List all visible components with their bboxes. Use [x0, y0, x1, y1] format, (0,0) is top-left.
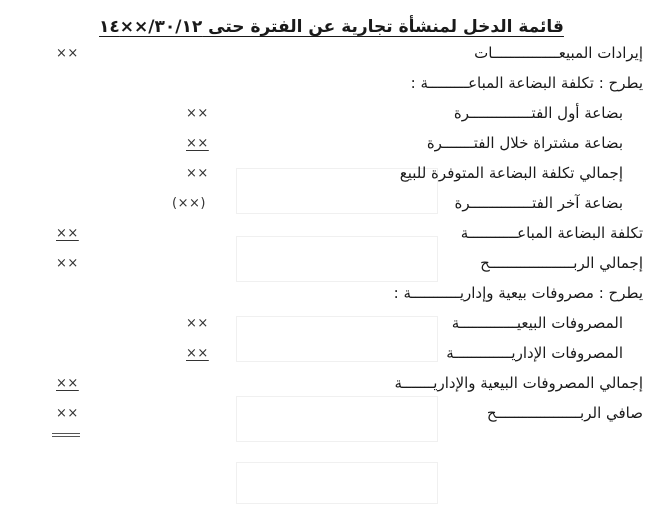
row-label: المصروفات البيعيـــــــــــــة — [451, 314, 623, 332]
row-amount: ×× — [56, 376, 79, 391]
statement-row — [0, 160, 663, 190]
statement-row — [0, 280, 663, 310]
row-label: تكلفة البضاعة المباعـــــــــــة — [460, 224, 643, 242]
row-label: بضاعة أول الفتــــــــــــــرة — [453, 104, 623, 122]
row-label: المصروفات الإداريـــــــــــــة — [446, 344, 623, 362]
statement-row — [0, 100, 663, 130]
row-amount: ×× — [56, 226, 79, 241]
statement-row — [0, 310, 663, 340]
row-amount: ×× — [186, 106, 209, 121]
statement-row — [0, 340, 663, 370]
row-amount: ×× — [186, 166, 209, 181]
row-label: إجمالي الربـــــــــــــــــــح — [480, 254, 643, 272]
statement-row — [0, 190, 663, 220]
row-amount: ×× — [186, 346, 209, 361]
row-amount: ×× — [56, 46, 79, 61]
row-label: إجمالي تكلفة البضاعة المتوفرة للبيع — [399, 164, 623, 182]
double-rule — [52, 433, 80, 434]
row-amount: ×× — [186, 316, 209, 331]
row-amount: ×× — [56, 256, 79, 271]
row-label: صافي الربـــــــــــــــــــح — [486, 404, 643, 422]
row-label: بضاعة آخر الفتــــــــــــــرة — [454, 194, 623, 212]
statement-row — [0, 220, 663, 250]
row-amount: (××) — [172, 196, 206, 211]
statement-row — [0, 250, 663, 280]
row-amount: ×× — [186, 136, 209, 151]
row-amount: ×× — [56, 406, 79, 421]
row-label: إجمالي المصروفات البيعية والإداريـــــــة — [394, 374, 643, 392]
statement-title: قائمة الدخل لمنشأة تجارية عن الفترة حتى ٣٠/١٢/××١٤ — [99, 17, 564, 38]
statement-row — [0, 40, 663, 70]
statement-row — [0, 370, 663, 400]
row-label: يطرح : تكلفة البضاعة المباعـــــــــة : — [410, 74, 643, 92]
row-label: إيرادات المبيعـــــــــــــــات — [474, 44, 643, 62]
double-rule — [52, 436, 80, 437]
statement-row — [0, 130, 663, 160]
row-label: بضاعة مشتراة خلال الفتـــــــرة — [426, 134, 623, 152]
statement-row — [0, 70, 663, 100]
row-label: يطرح : مصروفات بيعية وإداريـــــــــــة : — [393, 284, 643, 302]
statement-row — [0, 400, 663, 430]
